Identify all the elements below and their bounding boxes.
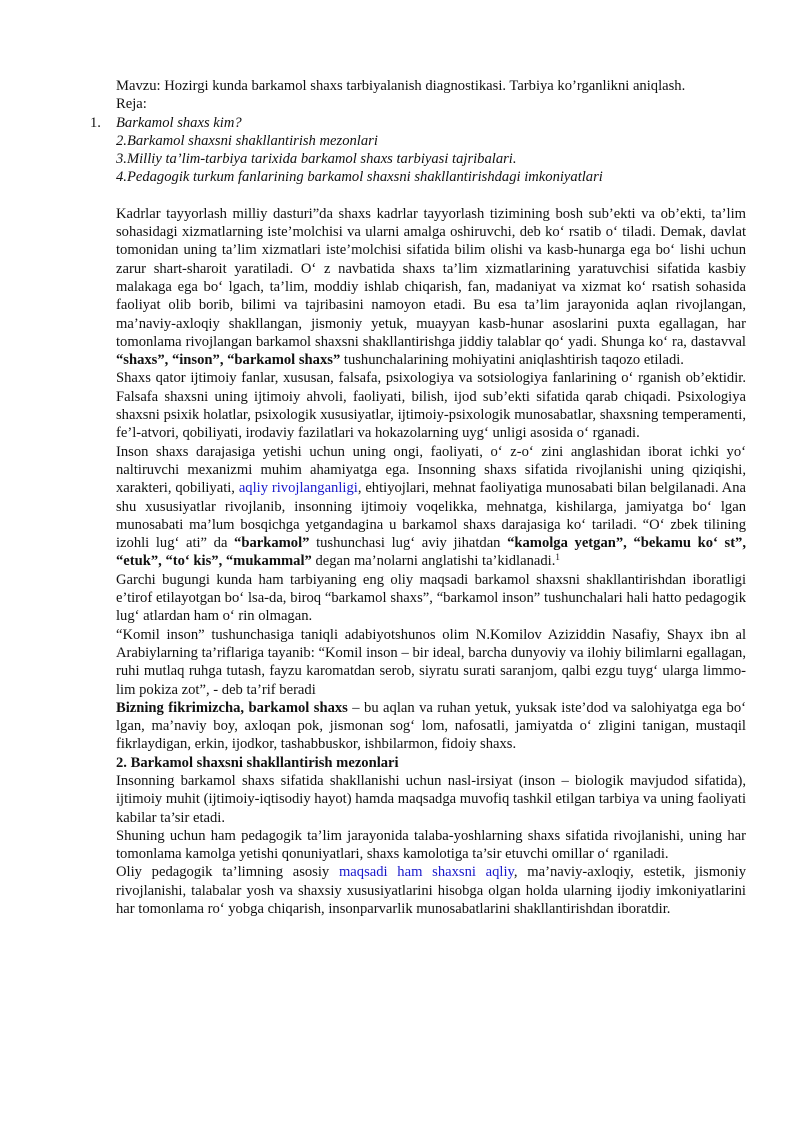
plan-outline	[90, 114, 746, 187]
section-2-heading-text: 2. Barkamol shaxsni shakllantirish mezonlari	[116, 754, 399, 771]
footnote-reference[interactable]: 1	[555, 552, 560, 563]
paragraph-4-text: Garchi bugungi kunda ham tarbiyaning eng oliy maqsadi barkamol shaxsni shakllantirishdan iboratligi e’tirof etilayotgan bo‘ lsa-da, biroq “barkamol shaxs”, “barkamol inson” tushunchalari hali hatto pedagogik lug‘ atlardan ham o‘ rin olmagan.	[116, 571, 746, 625]
paragraph-1-text-a: Kadrlar tayyorlash milliy dasturi”da shaxs kadrlar tayyorlash tizimining bosh sub’ekti va ob’ekti, ta’lim sohasidagi xizmatlarning iste’molchisi va ularni amalga oshiruvchi, deb ko‘ rsatib o‘ tiladi. Demak, davlat tomonidan uning ta’lim xizmatlari iste’molchisi sifatida bilim olishi va kasb-hunarga ega bo‘ lishi uchun zarur shart-sharoit yaratiladi. O‘ z navbatida shaxs ta’lim xizmatlarining yaratuvchisi sifatida kasbiy malakaga ega bo‘ lgach, ta’lim, moddiy ishlab chiqarish, fan, madaniyat va xizmat ko‘ rsatish sohasida faoliyat olib borib, bilimi va tajribasini namoyon etadi. Bu esa ta’lim jarayonida aqlan rivojlangan, ma’naviy-axloqiy shakllangan, jismoniy yetuk, muayyan kasb-hunar asoslarini puxta egallagan, har tomonlama rivojlangan barkamol shaxsni shakllantirishga jiddiy talablar qo‘ yadi. Shunga ko‘ ra, dastavval	[116, 205, 746, 350]
outline-item-1-text: Barkamol shaxs kim?	[116, 114, 242, 131]
paragraph-7	[116, 772, 746, 827]
maqsadi-ham-shaxsni-aqliy-link[interactable]: maqsadi ham shaxsni aqliy	[338, 864, 514, 881]
aqliy-rivojlanganligi-link[interactable]: aqliy rivojlanganligi	[238, 480, 358, 497]
outline-item-4-text: 4.Pedagogik turkum fanlarining barkamol shaxsni shakllantirishdagi imkoniyatlari	[116, 169, 603, 186]
outline-item-2	[116, 132, 746, 150]
paragraph-8-text: Shuning uchun ham pedagogik ta’lim jarayonida talaba-yoshlarning shaxs sifatida rivojlanishi, uning har tomonlama kamolga yetishi qonuniyatlari, shaxs kamolotiga ta’sir etuvchi omillar o‘ rganiladi.	[116, 827, 746, 863]
paragraph-6	[116, 699, 746, 754]
paragraph-3-text-d: degan ma’nolarni anglatishi ta’kidlanadi.	[311, 553, 556, 570]
paragraph-6-text: – bu aqlan va ruhan yetuk, yuksak iste’dod va salohiyatga ega bo‘ lgan, ma’naviy boy, axloqan pok, jismonan sog‘ lom, nafosatli, jamiyatda o‘ zligini tanigan, mustaqil fikrlaydigan, erkin, ijodkor, tashabbuskor, ishbilarmon, fidoiy shaxs.	[116, 699, 746, 753]
spacer	[116, 187, 746, 205]
topic-text: Mavzu: Hozirgi kunda barkamol shaxs tarbiyalanish diagnostikasi. Tarbiya ko’rganlikni aniqlash.	[116, 78, 686, 94]
paragraph-3-text-c: tushunchasi lug‘ aviy jihatdan	[309, 535, 508, 552]
paragraph-1-bold-terms: “shaxs”, “inson”, “barkamol shaxs”	[116, 352, 341, 369]
outline-item-2-text: 2.Barkamol shaxsni shakllantirish mezonlari	[116, 132, 378, 149]
outline-item-4	[116, 168, 746, 186]
paragraph-1-text-b: tushunchalarining mohiyatini aniqlashtirish taqozo etiladi.	[340, 352, 684, 369]
section-2-heading	[116, 754, 746, 772]
paragraph-2	[116, 369, 746, 442]
topic-line	[116, 77, 746, 95]
paragraph-7-text: Insonning barkamol shaxs sifatida shakllanishi uchun nasl-irsiyat (inson – biologik mavjudod sifatida), ijtimoiy muhit (ijtimoiy-iqtisodiy hayot) hamda maqsadga muvofiq tashkil etilgan tarbiya va uning faoliyati kabilar ta’sir etadi.	[116, 772, 746, 826]
paragraph-3-text-b: , ehtiyojlari, mehnat faoliyatiga munosabati bilan belgilanadi. Ana shu xususiyatlar rivojlanib, insonning ijtimoiy voqelikka, mehnatga, kishilarga, jamiyatga bo‘ lgan munosabati ma’lum bosqichga yetgandagina u barkamol shaxs darajasiga ko‘ tariladi. “O‘ zbek tilining izohli lug‘ ati” da	[116, 480, 746, 552]
plan-label: Reja:	[116, 96, 147, 113]
paragraph-9-text-b: , ma’naviy-axloqiy, estetik, jismoniy rivojlanishi, talabalar yosh va shaxsiy xususiyatlarini hisobga olgan holda ularning ijodiy imkoniyatlarini har tomonlama ro‘ yobga chiqarish, insonparvarlik munosabatlarini shakllantirishdan iboratdir.	[116, 864, 746, 918]
outline-item-1	[90, 114, 746, 132]
paragraph-3-bold-definitions: “kamolga yetgan”, “bekamu ko‘ st”, “etuk”, “to‘ kis”, “mukammal”	[116, 535, 746, 570]
paragraph-5	[116, 626, 746, 699]
paragraph-1	[116, 205, 746, 370]
paragraph-3	[116, 443, 746, 571]
paragraph-9	[116, 863, 746, 918]
paragraph-8	[116, 827, 746, 864]
outline-number: 1.	[90, 114, 101, 131]
paragraph-3-bold-barkamol: “barkamol”	[234, 535, 310, 552]
document-page	[90, 77, 746, 918]
outline-item-3-text: 3.Milliy ta’lim-tarbiya tarixida barkamol shaxs tarbiyasi tajribalari.	[116, 151, 517, 168]
paragraph-5-text: “Komil inson” tushunchasiga taniqli adabiyotshunos olim N.Komilov Aziziddin Nasafiy, Shayx ibn al Arabiylarning ta’riflariga tayanib: “Komil inson – bir ideal, barcha dunyoviy va ilohiy bilimlarni egallagan, ruhi mutlaq ruhga tutash, fayzu karomatdan serob, siyratu surati saranjom, qalbi ezgu tuyg‘ ularga limmo-lim pokiza zot”, - deb ta’rif beradi	[116, 626, 746, 698]
paragraph-3-text-a: Inson shaxs darajasiga yetishi uchun uning ongi, faoliyati, o‘ z-o‘ zini anglashidan iborat ichki yo‘ naltiruvchi mexanizmi muhim ahamiyatga ega. Insonning shaxs sifatida rivojlanishi uning qiziqishi, xarakteri, qobiliyati,	[116, 443, 746, 497]
paragraph-2-text: Shaxs qator ijtimoiy fanlar, xususan, falsafa, psixologiya va sotsiologiya fanlarining o‘ rganish ob’ektidir. Falsafa shaxsni uning ijtimoiy ahvoli, faoliyati, bilish, ijod sub’ekti sifatida qarab chiqadi. Psixologiya shaxsni psixik holatlar, psixologik xususiyatlar, ijtimoiy-psixologik munosabatlar, shaxsning temperamenti, fe’l-atvori, qobiliyati, irodaviy fazilatlari va hokazolarning uyg‘ unligi asosida o‘ rganadi.	[116, 370, 746, 442]
outline-item-3	[116, 150, 746, 168]
paragraph-4	[116, 571, 746, 626]
paragraph-6-bold-lead: Bizning fikrimizcha, barkamol shaxs	[116, 699, 348, 716]
paragraph-9-text-a: Oliy pedagogik ta’limning asosiy	[116, 864, 339, 881]
